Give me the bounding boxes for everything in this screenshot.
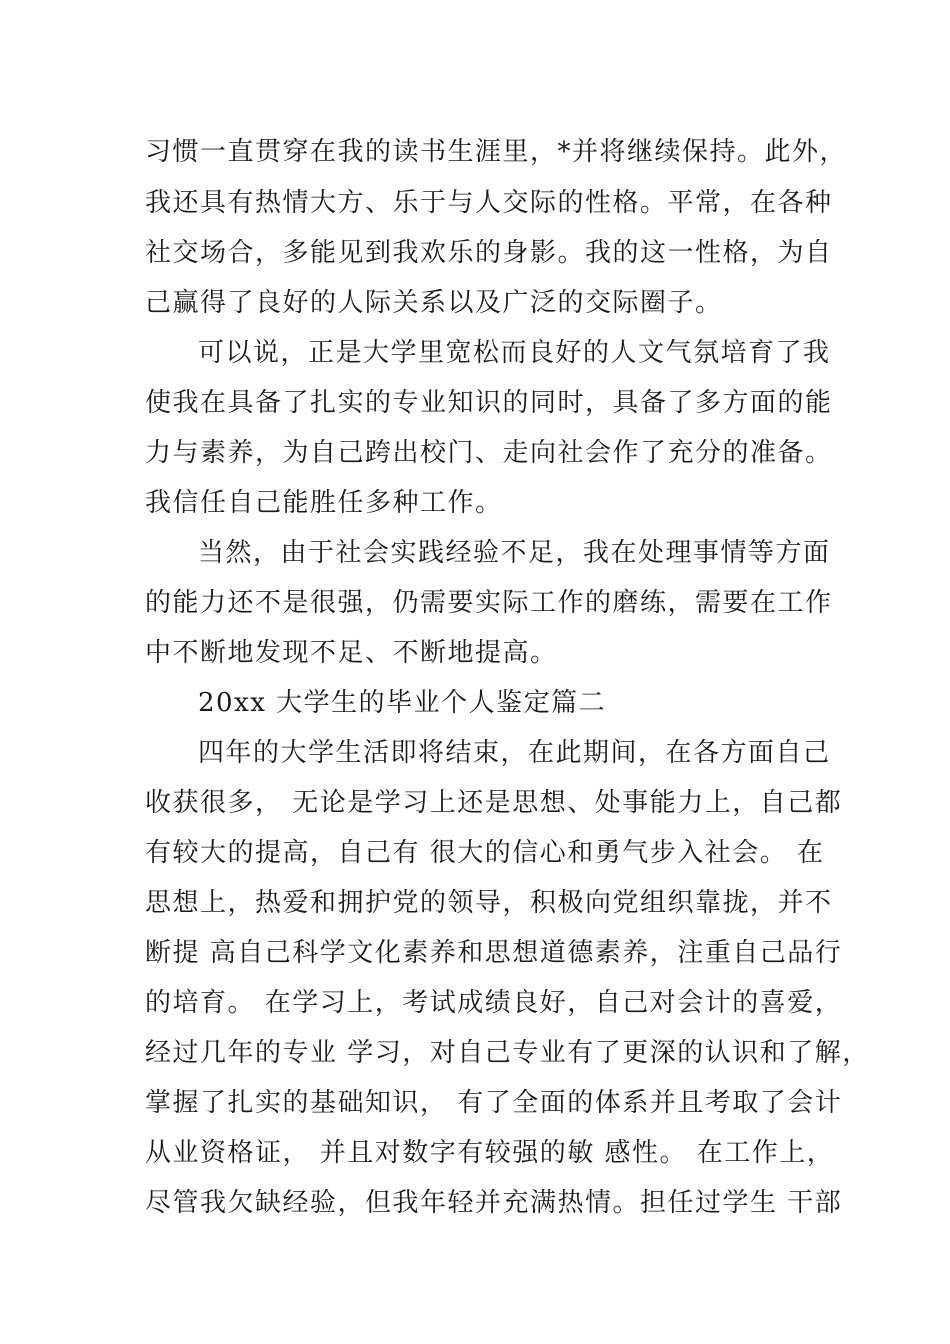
paragraph-first-line: 当然，由于社会实践经验不足，我在处理事情等方面 [198,538,831,568]
paragraph-first-line: 四年的大学生活即将结束，在此期间，在各方面自己 [198,738,831,768]
text-line: 从业资格证， 并且对数字有较强的敏 感性。 在工作上， [145,1138,835,1168]
text-line: 尽管我欠缺经验，但我年轻并充满热情。担任过学生 干部 [145,1188,843,1218]
text-line: 思想上，热爱和拥护党的领导，积极向党组织靠拢，并不 [145,888,833,918]
text-line: 己赢得了良好的人际关系以及广泛的交际圈子。 [145,288,723,318]
text-line: 掌握了扎实的基础知识， 有了全面的体系并且考取了会计 [145,1088,843,1118]
text-line: 断提 高自己科学文化素养和思想道德素养，注重自己品行 [145,938,843,968]
text-line: 有较大的提高，自己有 很大的信心和勇气步入社会。 在 [145,838,825,868]
text-line: 收获很多， 无论是学习上还是思想、处事能力上，自己都 [145,788,843,818]
text-line: 使我在具备了扎实的专业知识的同时，具备了多方面的能 [145,388,833,418]
paragraph-first-line: 可以说，正是大学里宽松而良好的人文气氛培育了我 [198,338,831,368]
text-line: 经过几年的专业 学习，对自己专业有了更深的认识和了解， [145,1038,870,1068]
text-line: 社交场合，多能见到我欢乐的身影。我的这一性格，为自 [145,238,833,268]
text-line: 中不断地发现不足、不断地提高。 [145,638,558,668]
section-heading: 20xx 大学生的毕业个人鉴定篇二 [198,688,607,718]
text-line: 我还具有热情大方、乐于与人交际的性格。平常，在各种 [145,188,833,218]
text-line: 的能力还不是很强，仍需要实际工作的磨练，需要在工作 [145,588,833,618]
text-line: 习惯一直贯穿在我的读书生涯里，*并将继续保持。此外， [145,137,848,167]
text-line: 的培育。 在学习上，考试成绩良好，自己对会计的喜爱， [145,988,843,1018]
text-line: 我信任自己能胜任多种工作。 [145,488,503,518]
text-line: 力与素养，为自己跨出校门、走向社会作了充分的准备。 [145,438,833,468]
